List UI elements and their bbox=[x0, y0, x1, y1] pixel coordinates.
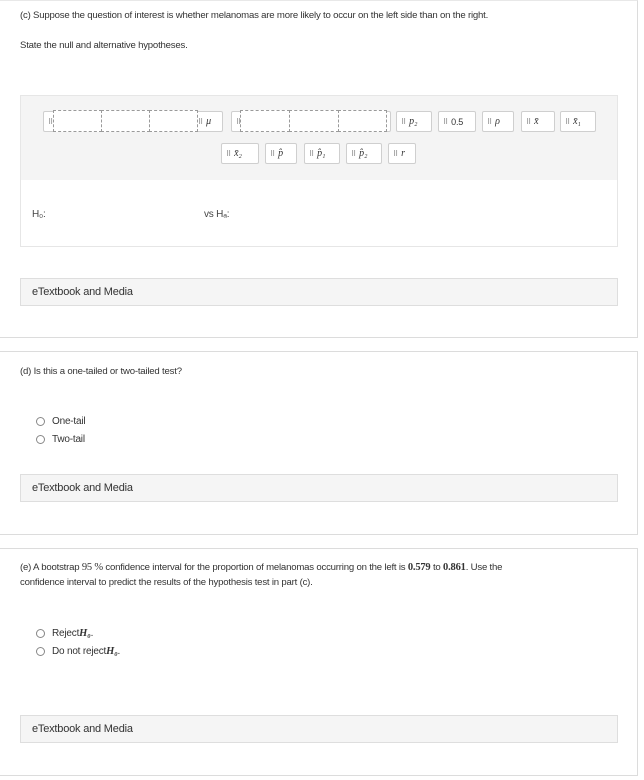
tile-phat1[interactable]: ⠿ p̂₁ bbox=[304, 143, 340, 164]
option-do-not-reject-h0[interactable]: Do not reject H₀ . bbox=[36, 646, 120, 657]
part-d-question: (d) Is this a one-tailed or two-tailed test? bbox=[20, 366, 182, 377]
tile-rho[interactable]: ⠿ ρ bbox=[482, 111, 514, 132]
ci-lower: 0.579 bbox=[407, 562, 431, 573]
palette-tiles-area bbox=[21, 96, 617, 180]
ci-upper: 0.861 bbox=[443, 562, 466, 573]
etextbook-media-link[interactable]: eTextbook and Media bbox=[20, 715, 618, 743]
part-e-card bbox=[0, 548, 638, 776]
drag-handle-icon: ⠿ bbox=[236, 117, 241, 126]
tile-phat[interactable]: ⠿ p̂ bbox=[265, 143, 297, 164]
drag-handle-icon: ⠿ bbox=[443, 117, 448, 126]
drag-handle-icon: ⠿ bbox=[48, 117, 53, 126]
drag-handle-icon: ⠿ bbox=[565, 117, 570, 126]
h0-label: H₀: bbox=[32, 209, 46, 220]
tile-xbar2[interactable]: ⠿ x̄₂ bbox=[221, 143, 259, 164]
option-one-tail[interactable]: One-tail bbox=[36, 416, 85, 427]
drag-handle-icon: ⠿ bbox=[309, 149, 314, 158]
tile-phat2[interactable]: ⠿ p̂₂ bbox=[346, 143, 382, 164]
part-e-question-line2: confidence interval to predict the results of the hypothesis test in part (c). bbox=[20, 577, 313, 588]
part-d-card bbox=[0, 351, 638, 535]
h0-slot-1[interactable] bbox=[53, 110, 102, 132]
drag-handle-icon: ⠿ bbox=[526, 117, 531, 126]
part-c-instruction: State the null and alternative hypotheses. bbox=[20, 40, 188, 51]
radio-button[interactable] bbox=[36, 647, 45, 656]
radio-button[interactable] bbox=[36, 435, 45, 444]
option-two-tail[interactable]: Two-tail bbox=[36, 434, 85, 445]
drag-handle-icon: ⠿ bbox=[351, 149, 356, 158]
drag-handle-icon: ⠿ bbox=[270, 149, 275, 158]
ha-slot-1[interactable] bbox=[240, 110, 290, 132]
ha-slot-2[interactable] bbox=[289, 110, 339, 132]
etextbook-media-link[interactable]: eTextbook and Media bbox=[20, 474, 618, 502]
option-reject-h0[interactable]: Reject H₀ . bbox=[36, 628, 93, 639]
drag-handle-icon: ⠿ bbox=[487, 117, 492, 126]
tile-xbar1[interactable]: ⠿ x̄₁ bbox=[560, 111, 596, 132]
tile-xbar[interactable]: ⠿ x̄ bbox=[521, 111, 555, 132]
tile-p2[interactable]: ⠿ p₂ bbox=[396, 111, 432, 132]
radio-button[interactable] bbox=[36, 417, 45, 426]
ha-slot-3[interactable] bbox=[338, 110, 387, 132]
radio-button[interactable] bbox=[36, 629, 45, 638]
tile-half[interactable]: ⠿ 0.5 bbox=[438, 111, 476, 132]
drag-handle-icon: ⠿ bbox=[401, 117, 406, 126]
drag-handle-icon: ⠿ bbox=[198, 117, 203, 126]
part-e-question-line1: (e) A bootstrap 95 % confidence interval for the proportion of melanomas occurring on the left is 0.579 to 0.861. Use the bbox=[20, 562, 503, 573]
confidence-level: 95 % bbox=[81, 562, 103, 573]
drag-handle-icon: ⠿ bbox=[226, 149, 231, 158]
ha-label: vs Hₐ: bbox=[204, 209, 230, 220]
tile-mu[interactable]: ⠿ μ bbox=[193, 111, 223, 132]
hypothesis-drop-area bbox=[21, 180, 617, 246]
etextbook-media-link[interactable]: eTextbook and Media bbox=[20, 278, 618, 306]
tile-r[interactable]: ⠿ r bbox=[388, 143, 416, 164]
drag-handle-icon: ⠿ bbox=[393, 149, 398, 158]
h0-slot-3[interactable] bbox=[149, 110, 198, 132]
part-c-question: (c) Suppose the question of interest is whether melanomas are more likely to occur on the left side than on the right. bbox=[20, 10, 489, 21]
h0-slot-2[interactable] bbox=[101, 110, 150, 132]
part-c-card bbox=[0, 0, 638, 338]
